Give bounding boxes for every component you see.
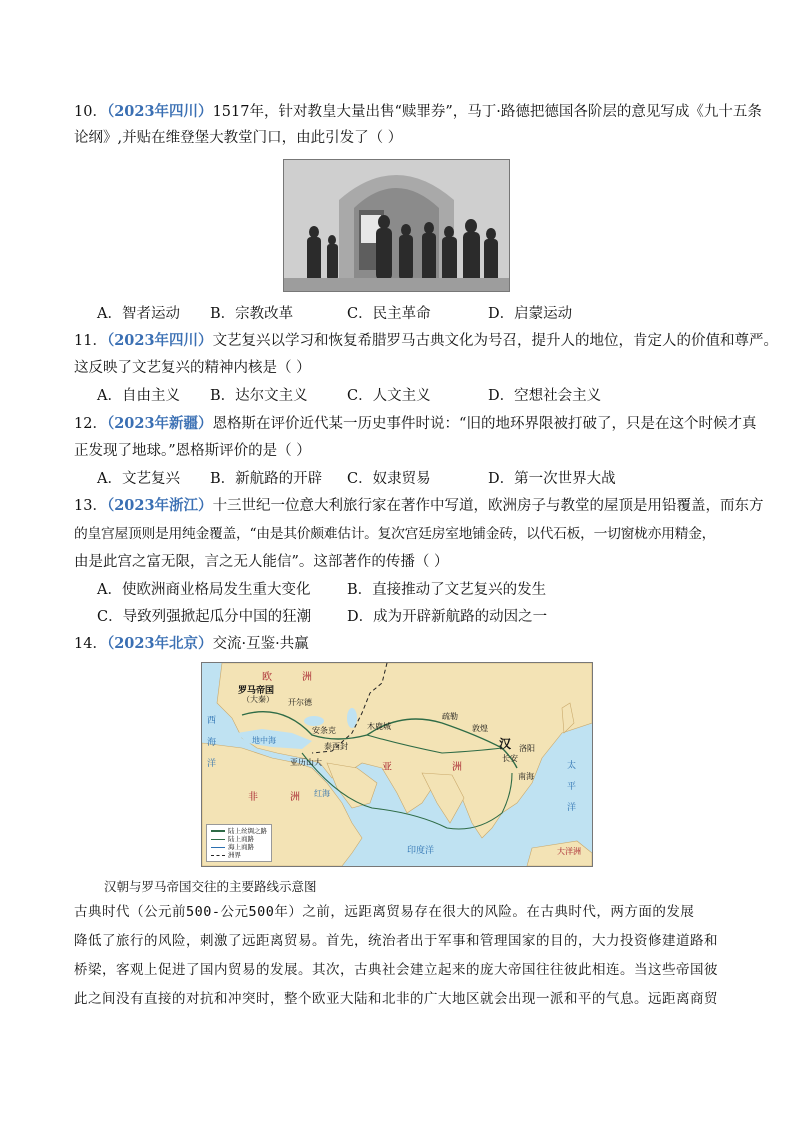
q13-line1: [74, 496, 764, 516]
q10-option-c[interactable]: C．民主革命: [347, 306, 431, 322]
q11-line2: 这反映了文艺复兴的精神内核是（ ）: [74, 360, 311, 376]
q11-source: （2023年四川）: [106, 332, 213, 349]
q10-source: （2023年四川）: [106, 103, 213, 120]
q12-text1: 恩格斯在评价近代某一历史事件时说：“旧的地环界限被打破了，只是在这个时候才真: [212, 416, 757, 432]
q14-para-line4: 此之间没有直接的对抗和冲突时，整个欧亚大陆和北非的广大地区就会出现一派和平的气息。远距离商贸: [74, 991, 718, 1007]
map-label-rome-sub: （大秦）: [242, 695, 274, 704]
legend-land-route-swatch: [211, 839, 225, 840]
q10-text1: 1517年，针对教皇大量出售“赎罪券”，马丁·路德把德国各阶层的意见写成《九十五条: [212, 104, 762, 120]
map-label-kashgar: 疏勒: [442, 712, 458, 721]
q14-para-line3: 桥梁，客观上促进了国内贸易的发展。其次，古典社会建立起来的庞大帝国往往彼此相连。当这些帝国彼: [74, 962, 718, 978]
q13-number: 13．: [74, 498, 107, 514]
han-rome-route-map: [201, 662, 593, 867]
map-label-pacific1: 太: [567, 761, 577, 771]
legend-boundary: 洲界: [228, 851, 241, 859]
q10-line1: [74, 102, 762, 122]
q14-line1: [74, 634, 309, 654]
q10-option-b[interactable]: B．宗教改革: [210, 306, 294, 322]
q11-option-d[interactable]: D．空想社会主义: [488, 388, 602, 404]
map-label-asia2: 洲: [452, 762, 462, 773]
map-label-merv: 木鹿城: [367, 722, 391, 731]
q11-option-a[interactable]: A．自由主义: [97, 388, 180, 404]
q12-source: （2023年新疆）: [106, 415, 213, 432]
q13-line2: 的皇宫屋顶则是用纯金覆盖，“由是其价颇难估计。复次宫廷房室地铺金砖，以代石板，一切窗栊亦用精金，: [74, 526, 716, 542]
map-label-luoyang: 洛阳: [519, 744, 535, 753]
map-label-pacific3: 洋: [567, 803, 577, 813]
q12-option-b[interactable]: B．新航路的开辟: [210, 471, 323, 487]
map-label-indian-ocean: 印度洋: [407, 846, 435, 856]
luther-theses-illustration: [283, 159, 510, 292]
map-caption: 汉朝与罗马帝国交往的主要路线示意图: [104, 879, 317, 894]
map-label-africa1: 非: [248, 792, 258, 803]
q11-number: 11．: [74, 333, 107, 349]
q14-title: 交流·互鉴·共赢: [212, 636, 309, 652]
map-label-mediterranean: 地中海: [252, 736, 276, 745]
map-legend: [206, 824, 272, 862]
legend-silk-road-swatch: [211, 830, 225, 832]
q12-number: 12．: [74, 416, 107, 432]
map-label-jiaer: 开尔德: [288, 698, 312, 707]
map-label-antioch: 安条克: [312, 726, 336, 735]
q13-source: （2023年浙江）: [106, 497, 213, 514]
q10-option-d[interactable]: D．启蒙运动: [488, 306, 573, 322]
q10-line2: 论纲》,并贴在维登堡大教堂门口，由此引发了（ ）: [74, 130, 403, 146]
map-label-yang: 洋: [207, 759, 217, 769]
map-label-europe1: 欧: [262, 672, 272, 683]
q12-option-d[interactable]: D．第一次世界大战: [488, 471, 616, 487]
map-label-pacific2: 平: [567, 782, 577, 792]
q11-option-b[interactable]: B．达尔文主义: [210, 388, 308, 404]
q13-option-c[interactable]: C．导致列强掀起瓜分中国的狂潮: [97, 609, 312, 625]
map-label-xi: 西: [207, 716, 217, 726]
map-label-ctesiphon: 泰西封: [324, 742, 348, 751]
q12-line1: [74, 414, 756, 434]
map-label-han: 汉: [499, 737, 512, 751]
q11-text1: 文艺复兴以学习和恢复希腊罗马古典文化为号召，提升人的地位，肯定人的价值和尊严。: [212, 333, 779, 349]
map-label-africa2: 洲: [290, 792, 300, 803]
q14-para-line2: 降低了旅行的风险，刺激了远距离贸易。首先，统治者出于军事和管理国家的目的，大力投资修建道路和: [74, 933, 718, 949]
map-label-alexandria: 亚历山大: [290, 758, 322, 767]
map-label-changan: 长安: [502, 754, 518, 763]
luther-engraving-image: [284, 160, 509, 291]
q14-number: 14．: [74, 636, 107, 652]
q10-number: 10．: [74, 104, 107, 120]
q13-option-b[interactable]: B．直接推动了文艺复兴的发生: [347, 582, 547, 598]
map-label-rome: 罗马帝国: [238, 686, 275, 696]
q14-source: （2023年北京）: [106, 635, 213, 652]
legend-sea-route-swatch: [211, 847, 225, 848]
q13-text1: 十三世纪一位意大利旅行家在著作中写道，欧洲房子与教堂的屋顶是用铅覆盖，而东方: [212, 498, 764, 514]
legend-sea-route: 海上商路: [228, 843, 254, 851]
map-label-hai: 海: [207, 738, 217, 748]
q12-option-a[interactable]: A．文艺复兴: [97, 471, 180, 487]
q12-line2: 正发现了地球。”恩格斯评价的是（ ）: [74, 443, 311, 459]
map-label-asia1: 亚: [382, 762, 392, 773]
map-label-oceania: 大洋洲: [557, 847, 581, 856]
q11-line1: [74, 331, 778, 351]
map-label-nanhai: 南海: [518, 772, 534, 781]
q13-option-a[interactable]: A．使欧洲商业格局发生重大变化: [97, 582, 311, 598]
q14-para-line1: 古典时代（公元前500-公元500年）之前，远距离贸易存在很大的风险。在古典时代，两方面的发展: [74, 904, 695, 920]
q13-line3: 由是此宫之富无限，言之无人能信”。这部著作的传播（ ）: [74, 554, 449, 570]
map-label-redsea: 红海: [314, 789, 330, 798]
q10-option-a[interactable]: A．智者运动: [97, 306, 180, 322]
legend-silk-road: 陆上丝绸之路: [228, 827, 267, 835]
legend-boundary-swatch: [211, 855, 225, 856]
q13-option-d[interactable]: D．成为开辟新航路的动因之一: [347, 609, 548, 625]
q12-option-c[interactable]: C．奴隶贸易: [347, 471, 431, 487]
map-label-dunhuang: 敦煌: [472, 724, 488, 733]
legend-land-route: 陆上商路: [228, 835, 254, 843]
map-label-europe2: 洲: [302, 672, 312, 683]
q11-option-c[interactable]: C．人文主义: [347, 388, 431, 404]
